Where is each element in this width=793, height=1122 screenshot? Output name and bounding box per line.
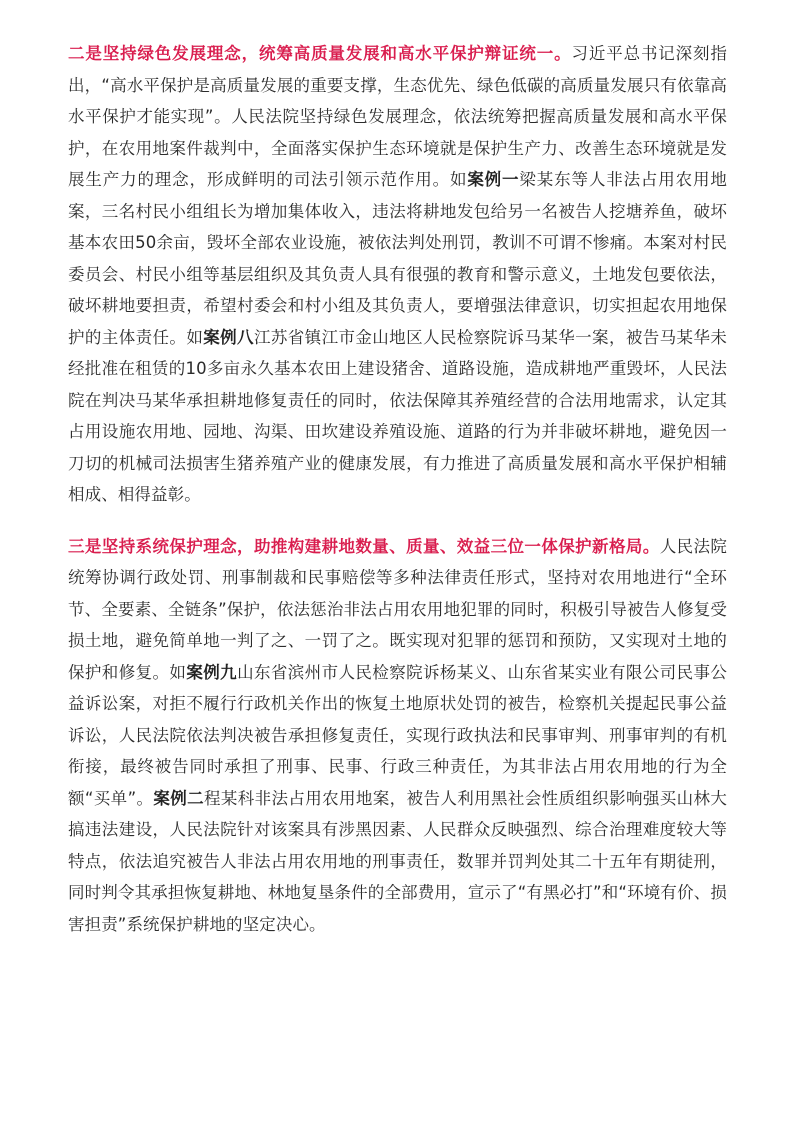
case-reference: 案例二 [153,788,205,808]
paragraph-lead-heading: 三是坚持系统保护理念，助推构建耕地数量、质量、效益三位一体保护新格局。 [68,536,660,556]
paragraph-text: 人民法院统筹协调行政处罚、刑事制裁和民事赔偿等多种法律责任形式，坚持对农用地进行“全环节、全要素、全链条”保护，依法惩治非法占用农用地犯罪的同时，积极引导被告人修复受损土地，避免简单地一判了之、一罚了之。既实现对犯罪的惩罚和预防，又实现对土地的保护和修复。如 [68,536,728,682]
paragraph-text: 程某科非法占用农用地案，被告人利用黑社会性质组织影响强买山林大搞违法建设，人民法院针对该案具有涉黑因素、人民群众反映强烈、综合治理难度较大等特点，依法追究被告人非法占用农用地的刑事责任，数罪并罚判处其二十五年有期徒刑，同时判令其承担恢复耕地、林地复垦条件的全部费用，宣示了“有黑必打”和“环境有价、损害担责”系统保护耕地的坚定决心。 [68,788,727,934]
case-reference: 案例九 [186,662,238,682]
case-reference: 案例一 [467,170,520,189]
paragraph-text: 梁某东等人非法占用农用地案，三名村民小组组长为增加集体收入，违法将耕地发包给另一名被告人挖塘养鱼，破坏基本农田50余亩，毁坏全部农业设施，被依法判处刑罚，教训不可谓不惨痛。本案对村民委员会、村民小组等基层组织及其负责人具有很强的教育和警示意义，土地发包要依法，破坏耕地要担责，希望村委会和村小组及其负责人，要增强法律意识，切实担起农用地保护的主体责任。如 [68,170,727,347]
paragraph-green-development [68,38,727,511]
paragraph-text: 习近平总书记深刻指出，“高水平保护是高质量发展的重要支撑，生态优先、绿色低碳的高质量发展只有依靠高水平保护才能实现”。人民法院坚持绿色发展理念，依法统筹把握高质量发展和高水平保护，在农用地案件裁判中，全面落实保护生态环境就是保护生产力、改善生态环境就是发展生产力的理念，形成鲜明的司法引领示范作用。如 [68,44,727,189]
paragraph-system-protection [68,531,727,941]
paragraph-text: 江苏省镇江市金山地区人民检察院诉马某华一案，被告马某华未经批准在租赁的10多亩永久基本农田上建设猪舍、道路设施，造成耕地严重毁坏，人民法院在判决马某华承担耕地修复责任的同时，依法保障其养殖经营的合法用地需求，认定其占用设施农用地、园地、沟渠、田坎建设养殖设施、道路的行为并非破坏耕地，避免因一刀切的机械司法损害生猪养殖产业的健康发展，有力推进了高质量发展和高水平保护相辅相成、相得益彰。 [68,327,727,504]
case-reference: 案例八 [203,327,254,347]
paragraph-text: 山东省滨州市人民检察院诉杨某义、山东省某实业有限公司民事公益诉讼案，对拒不履行行政机关作出的恢复土地原状处罚的被告，检察机关提起民事公益诉讼，人民法院依法判决被告承担修复责任，实现行政执法和民事审判、刑事审判的有机衔接，最终被告同时承担了刑事、民事、行政三种责任，为其非法占用农用地的行为全额“买单”。 [68,662,727,808]
paragraph-lead-heading: 二是坚持绿色发展理念，统筹高质量发展和高水平保护辩证统一。 [68,44,572,63]
